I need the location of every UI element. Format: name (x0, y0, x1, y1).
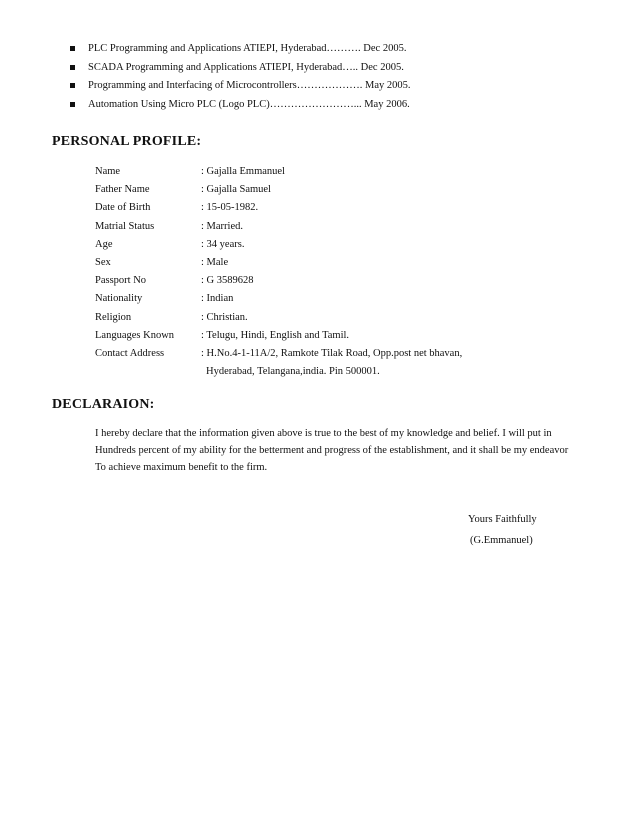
declaration-line: Hundreds percent of my ability for the betterment and progress of the establishment, and it shall be my endeavor (95, 445, 569, 456)
profile-row-sex: Sex : Male (95, 256, 229, 268)
profile-row-nationality: Nationality : Indian (95, 293, 234, 305)
bullet-icon (70, 102, 75, 107)
profile-row-contact-address: Contact Address : H.No.4-1-11A/2, Ramkote Tilak Road, Opp.post net bhavan, (95, 347, 463, 359)
personal-profile-heading: PERSONAL PROFILE: (52, 134, 202, 149)
closing-block (468, 514, 537, 546)
training-list (70, 40, 590, 114)
bullet-icon (70, 46, 75, 51)
profile-row-name: Name : Gajalla Emmanuel (95, 166, 285, 177)
personal-profile-table (95, 163, 575, 381)
profile-row-languages: Languages Known : Telugu, Hindi, English and Tamil. (95, 329, 350, 341)
profile-row-marital-status: Matrial Status : Married. (95, 220, 243, 232)
profile-row-address-continued: Hyderabad, Telangana,india. Pin 500001. (206, 366, 380, 378)
bullet-icon (70, 65, 75, 70)
profile-row-age: Age : 34 years. (95, 238, 245, 250)
signature-name: (G.Emmanuel) (470, 535, 533, 546)
list-item: Programming and Interfacing of Microcontrollers………………. May 2005. (70, 77, 590, 96)
declaration-line: To achieve maximum benefit to the firm. (95, 462, 268, 473)
list-item: SCADA Programming and Applications ATIEPI, Hyderabad….. Dec 2005. (70, 59, 590, 78)
list-item: PLC Programming and Applications ATIEPI, Hyderabad………. Dec 2005. (70, 40, 590, 59)
profile-row-father-name: Father Name : Gajalla Samuel (95, 184, 271, 196)
list-item: Automation Using Micro PLC (Logo PLC)……………………... May 2006. (70, 96, 590, 115)
declaration-text (95, 425, 575, 476)
declaration-heading: DECLARAION: (52, 397, 155, 412)
profile-row-passport: Passport No : G 3589628 (95, 275, 254, 287)
profile-row-date-of-birth: Date of Birth : 15-05-1982. (95, 202, 259, 214)
bullet-icon (70, 83, 75, 88)
closing-salutation: Yours Faithfully (468, 514, 537, 525)
declaration-line: I hereby declare that the information given above is true to the best of my knowledge and belief. I will put in (95, 428, 552, 439)
profile-row-religion: Religion : Christian. (95, 311, 248, 323)
